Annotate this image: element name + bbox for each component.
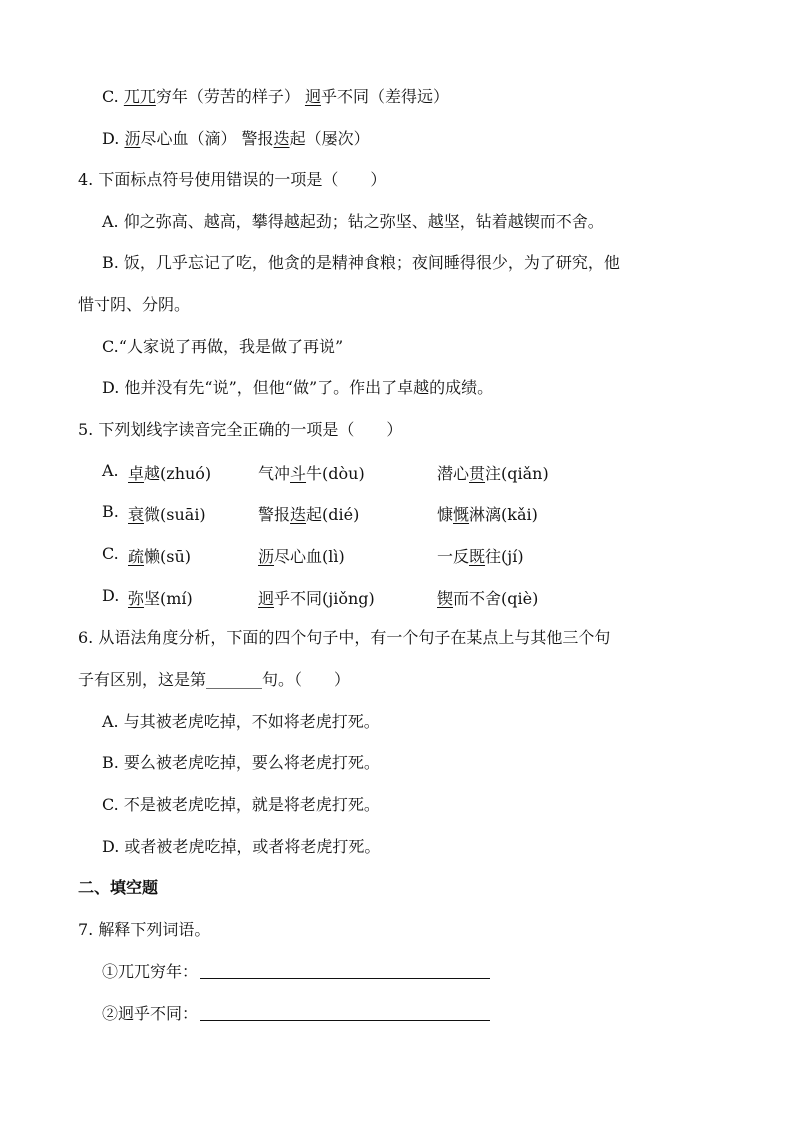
option-text: 尽心血（滴） 警报 [140, 129, 274, 148]
q6-stem-text: 子有区别，这是第 [78, 670, 207, 689]
pinyin-item: 一反既往(jí) [437, 547, 524, 566]
q4-option-d: D. 他并没有先“说”，但他“做”了。作出了卓越的成绩。 [102, 378, 494, 397]
q6-option-c: C. 不是被老虎吃掉，就是将老虎打死。 [102, 795, 380, 814]
option-label: D. [102, 129, 125, 148]
pinyin-item: 慷慨淋漓(kǎi) [437, 505, 538, 524]
q5-stem: 5. 下列划线字读音完全正确的一项是（ ） [78, 420, 403, 439]
pinyin-item: 锲而不舍(qiè) [437, 589, 539, 608]
q3-option-d [102, 128, 370, 150]
q4-option-b-line2: 惜寸阴、分阴。 [78, 295, 191, 314]
q4-option-a: A. 仰之弥高、越高，攀得越起劲；钻之弥坚、越坚，钻着越锲而不舍。 [102, 212, 604, 231]
pinyin-item: 沥尽心血(lì) [258, 547, 345, 566]
q6-option-b: B. 要么被老虎吃掉，要么将老虎打死。 [102, 753, 380, 772]
option-label: B. [102, 502, 119, 521]
q6-stem-line1: 6. 从语法角度分析，下面的四个句子中，有一个句子在某点上与其他三个句 [78, 628, 611, 647]
pinyin-item: 气冲斗牛(dòu) [258, 464, 365, 483]
section-heading: 二、填空题 [78, 878, 159, 897]
q4-option-b-line1: B. 饭，几乎忘记了吃，他贪的是精神食粮；夜间睡得很少，为了研究，他 [102, 253, 620, 272]
underlined-word: 迥 [304, 87, 321, 106]
q7-item-1 [102, 961, 490, 983]
pinyin-item: 潜心贯注(qiǎn) [437, 464, 549, 483]
q7-stem: 7. 解释下列词语。 [78, 920, 211, 939]
q7-item-2 [102, 1003, 490, 1025]
option-label: A. [102, 461, 119, 480]
underlined-word: 兀兀 [123, 87, 156, 106]
q7-item-label: ②迥乎不同： [102, 1004, 199, 1023]
option-text: 穷年（劳苦的样子） [155, 87, 305, 106]
option-label: D. [102, 586, 120, 605]
pinyin-item: 卓越(zhuó) [128, 464, 212, 483]
q4-stem: 4. 下面标点符号使用错误的一项是（ ） [78, 170, 387, 189]
q6-stem-text: 句。（ ） [262, 670, 351, 689]
option-text: 起（屡次） [289, 129, 370, 148]
q6-answer-blank[interactable]: _______ [206, 670, 263, 689]
q4-option-c: C.“人家说了再做，我是做了再说” [102, 337, 344, 356]
q6-option-a: A. 与其被老虎吃掉，不如将老虎打死。 [102, 712, 380, 731]
q7-item-label: ①兀兀穷年： [102, 962, 199, 981]
pinyin-item: 衰微(suāi) [128, 505, 206, 524]
pinyin-item: 弥坚(mí) [128, 589, 193, 608]
q3-option-c [102, 86, 449, 108]
option-label: C. [102, 87, 124, 106]
q7-answer-line-2[interactable] [200, 1004, 490, 1021]
q7-answer-line-1[interactable] [200, 962, 490, 979]
q6-stem-line2 [78, 669, 350, 691]
q6-option-d: D. 或者被老虎吃掉，或者将老虎打死。 [102, 837, 381, 856]
option-label: C. [102, 544, 119, 563]
option-text: 乎不同（差得远） [320, 87, 449, 106]
underlined-word: 沥 [124, 129, 141, 148]
underlined-word: 迭 [273, 129, 290, 148]
pinyin-item: 警报迭起(dié) [258, 505, 360, 524]
pinyin-item: 疏懒(sū) [128, 547, 192, 566]
pinyin-item: 迥乎不同(jiǒng) [258, 589, 375, 608]
